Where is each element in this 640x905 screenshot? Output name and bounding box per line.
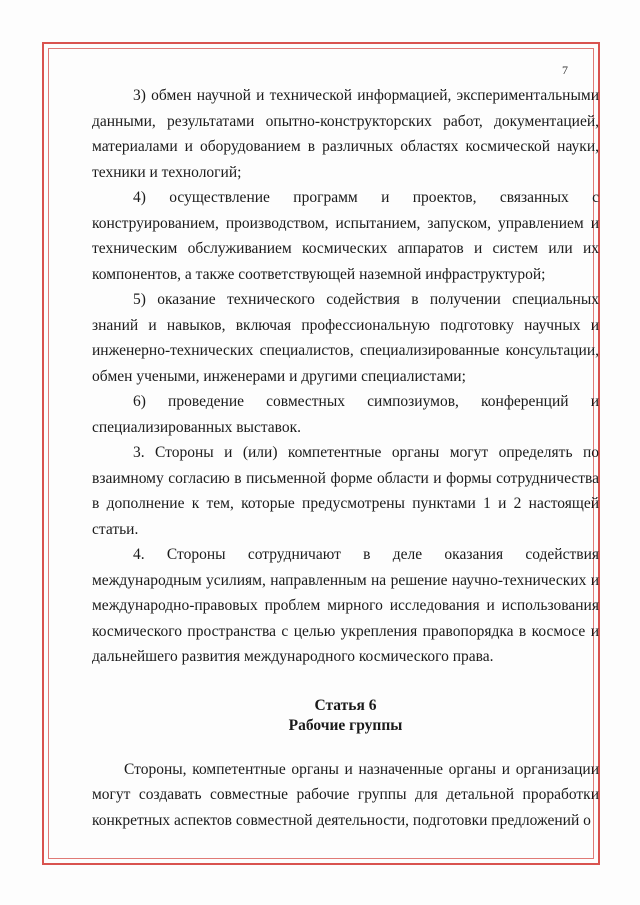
- paragraph-item-3: 3) обмен научной и технической информацией, экспериментальными данными, результатами опытно-конструкторских работ, документацией, материалами и оборудованием в различных областях космической науки, техники и технологий;: [92, 87, 599, 181]
- page-number: 7: [562, 63, 568, 77]
- paragraph-item-5: 5) оказание технического содействия в получении специальных знаний и навыков, включая профессиональную подготовку научных и инженерно-технических специалистов, специализированные консультации, обмен учеными, инженерами и другими специалистами;: [92, 291, 599, 385]
- article-heading: [92, 696, 599, 736]
- paragraph-clause-3: 3. Стороны и (или) компетентные органы могут определять по взаимному согласию в письменной форме области и формы сотрудничества в дополнение к тем, которые предусмотрены пунктами 1 и 2 настоящей статьи.: [92, 444, 599, 538]
- paragraph-item-4: 4) осуществление программ и проектов, связанных с конструированием, производством, испытанием, запуском, управлением и техническим обслуживанием космических аппаратов и систем или их компонентов, а также соответствующей наземной инфраструктурой;: [92, 189, 599, 283]
- paragraph-article-6: Стороны, компетентные органы и назначенные органы и организации могут создавать совместные рабочие группы для детальной проработки конкретных аспектов совместной деятельности, подготовки предложений о: [92, 760, 599, 829]
- paragraph-clause-4: 4. Стороны сотрудничают в деле оказания содействия международным усилиям, направленным на решение научно-технических и международно-правовых проблем мирного исследования и использования космического пространства с целью укрепления правопорядка в космосе и дальнейшего развития международного космического права.: [92, 546, 599, 665]
- paragraph-item-6: 6) проведение совместных симпозиумов, конференций и специализированных выставок.: [92, 393, 599, 436]
- article-number: Статья 6: [314, 696, 377, 714]
- article-title: Рабочие группы: [288, 716, 403, 734]
- document-body: [92, 83, 599, 833]
